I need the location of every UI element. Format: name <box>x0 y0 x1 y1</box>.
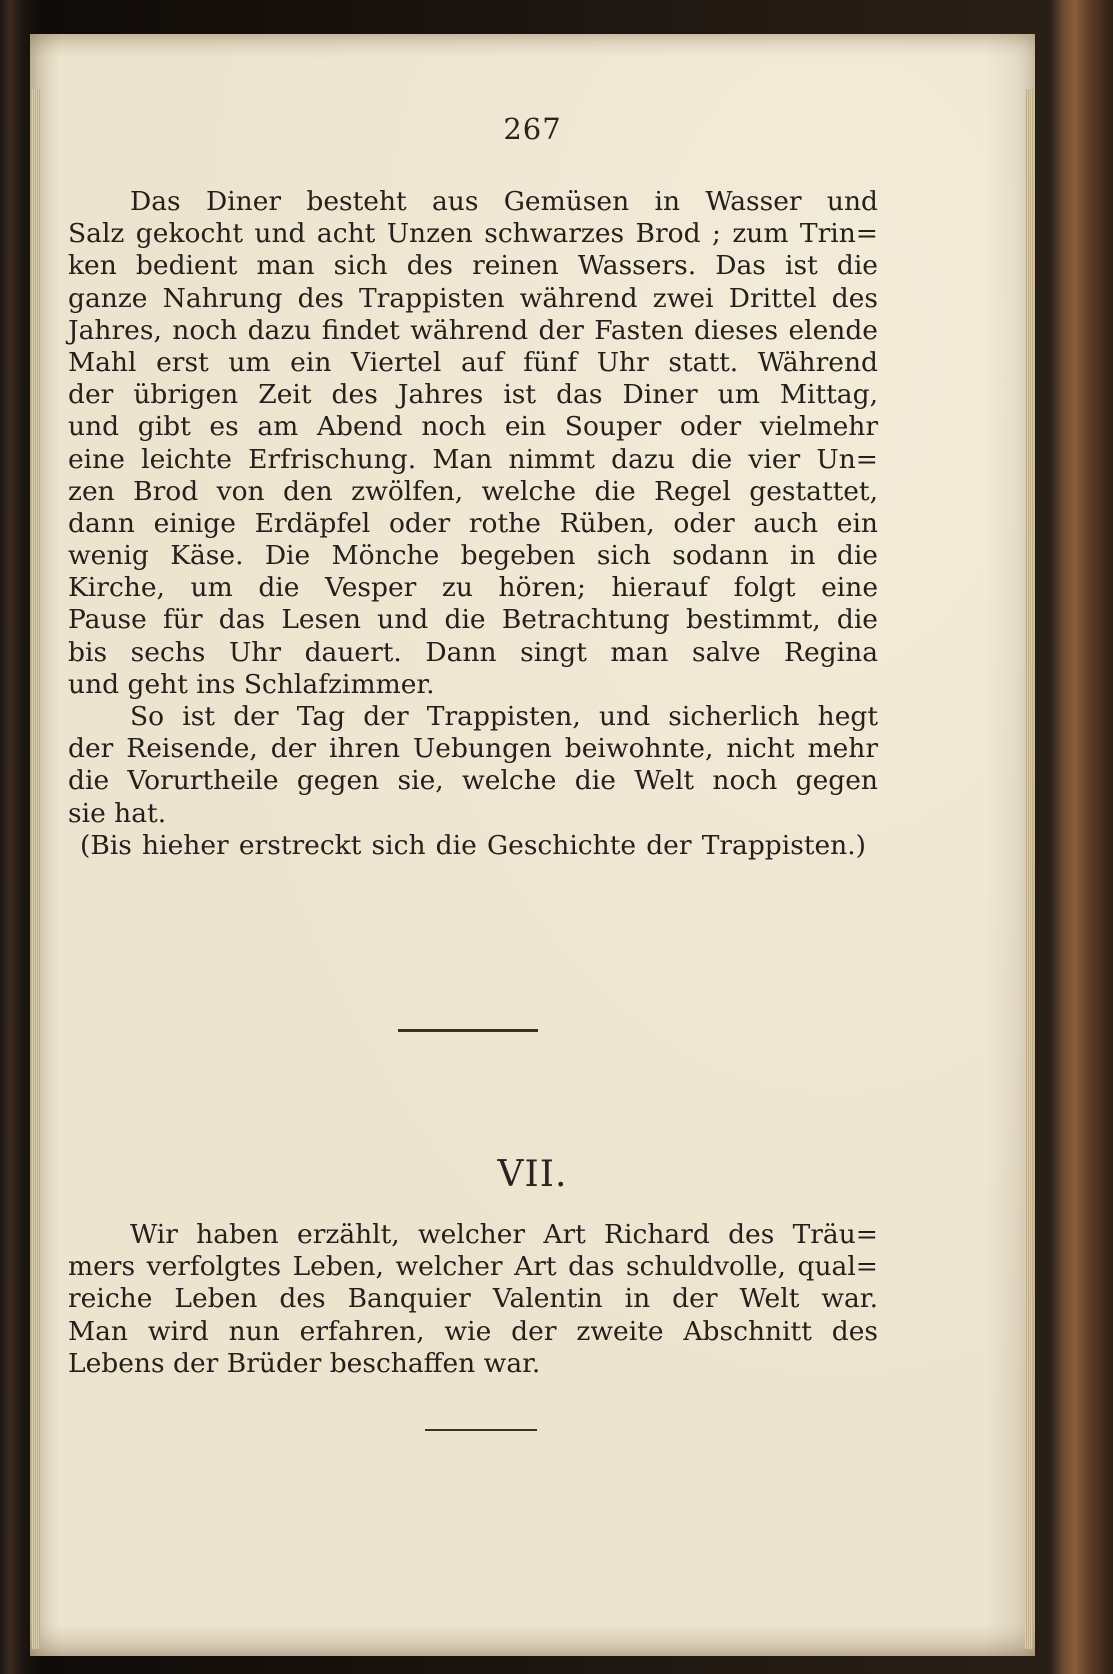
page-number: 267 <box>503 112 562 146</box>
text-line: Lebens der Brüder beschaffen war. <box>68 1347 541 1379</box>
text-line: die Vorurtheile gegen sie, welche die Welt noch gegen <box>68 765 878 797</box>
text-line: Salz gekocht und acht Unzen schwarzes Brod ; zum Trin= <box>68 218 878 250</box>
book-page <box>30 34 1035 1656</box>
paragraph-chapter-intro <box>68 1219 878 1380</box>
text-line: eine leichte Erfrischung. Man nimmt dazu die vier Un= <box>68 443 878 475</box>
text-line: Wir haben erzählt, welcher Art Richard des Träu= <box>130 1219 878 1250</box>
right-page-edge <box>1025 89 1033 1649</box>
text-line: Das Diner besteht aus Gemüsen in Wasser und <box>130 186 878 217</box>
text-line: dann einige Erdäpfel oder rothe Rüben, oder auch ein <box>68 507 878 539</box>
text-line: Jahres, noch dazu findet während der Fasten dieses elende <box>68 314 878 346</box>
text-line: bis sechs Uhr dauert. Dann singt man salve Regina <box>68 636 878 668</box>
section-divider <box>398 1029 538 1032</box>
left-page-edge <box>32 89 40 1649</box>
text-line: und geht ins Schlafzimmer. <box>68 668 435 700</box>
text-line: wenig Käse. Die Mönche begeben sich sodann in die <box>68 540 878 572</box>
paragraph-diner <box>68 186 878 701</box>
text-line: ganze Nahrung des Trappisten während zwei Drittel des <box>68 282 878 314</box>
text-line: Mahl erst um ein Viertel auf fünf Uhr statt. Während <box>68 346 878 378</box>
end-divider <box>425 1429 537 1431</box>
text-line: mers verfolgtes Leben, welcher Art das schuldvolle, qual= <box>68 1251 878 1283</box>
text-line: der übrigen Zeit des Jahres ist das Diner um Mittag, <box>68 379 878 411</box>
text-line: reiche Leben des Banquier Valentin in der Welt war. <box>68 1283 878 1315</box>
text-line: (Bis hieher erstreckt sich die Geschichte der Trappisten.) <box>80 830 866 861</box>
chapter-heading: VII. <box>497 1154 568 1195</box>
text-line: Kirche, um die Vesper zu hören; hierauf folgt eine <box>68 572 878 604</box>
text-line: und gibt es am Abend noch ein Souper oder vielmehr <box>68 411 878 443</box>
text-line: ken bedient man sich des reinen Wassers. Das ist die <box>68 250 878 282</box>
text-line: zen Brod von den zwölfen, welche die Regel gestattet, <box>68 475 878 507</box>
paragraph-conclusion <box>68 701 878 830</box>
paragraph-note <box>80 830 866 862</box>
text-line: sie hat. <box>68 797 167 829</box>
text-line: der Reisende, der ihren Uebungen beiwohnte, nicht mehr <box>68 733 878 765</box>
text-line: Pause für das Lesen und die Betrachtung bestimmt, die <box>68 604 878 636</box>
text-line: Man wird nun erfahren, wie der zweite Abschnitt des <box>68 1315 878 1347</box>
text-line: So ist der Tag der Trappisten, und sicherlich hegt <box>130 701 878 732</box>
